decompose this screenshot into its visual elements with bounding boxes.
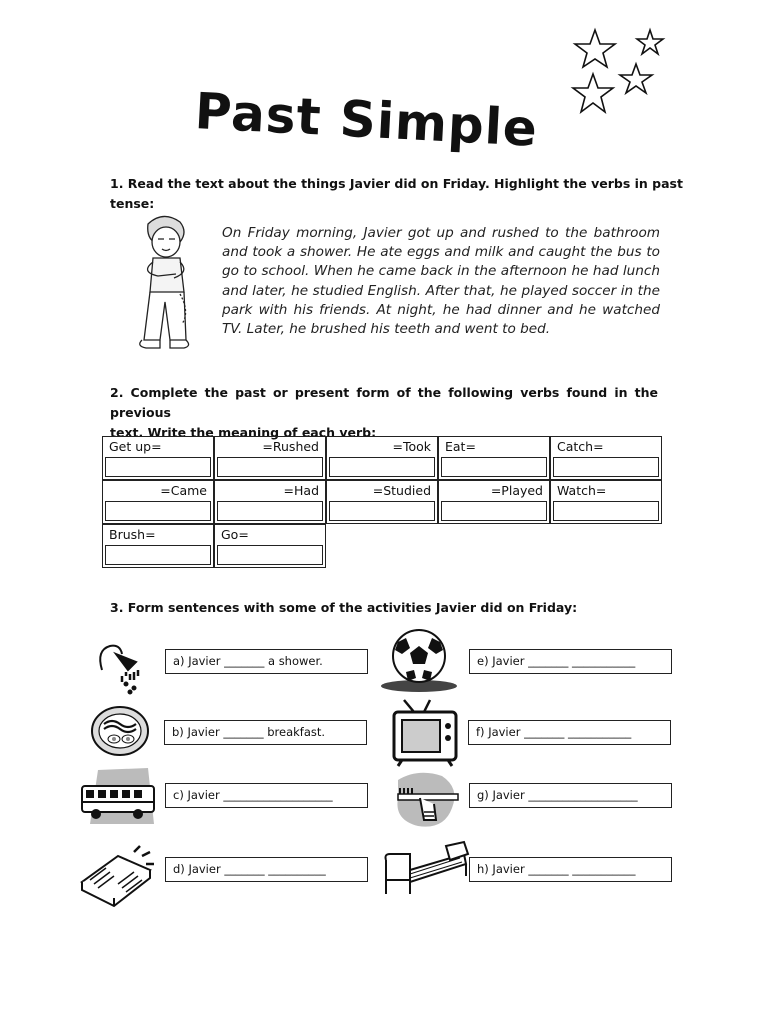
verb-answer-field[interactable] [217, 457, 323, 477]
verb-answer-field[interactable] [217, 501, 323, 521]
sentence-g-box[interactable]: g) Javier ___________________ [469, 783, 672, 808]
verb-answer-field[interactable] [217, 545, 323, 565]
verb-cell-had [214, 480, 326, 524]
verb-answer-field[interactable] [553, 501, 659, 521]
verb-cell-go [214, 524, 326, 568]
verb-cell-studied [326, 480, 438, 524]
verb-answer-field[interactable] [441, 457, 547, 477]
sentence-h-box[interactable]: h) Javier _______ ___________ [469, 857, 672, 882]
verb-answer-field[interactable] [105, 457, 211, 477]
verb-answer-field[interactable] [105, 545, 211, 565]
story-text: On Friday morning, Javier got up and rushed to the bathroom and took a shower. He ate eggs and milk and caught the bus to go to school. When he came back in the afternoon he had lunch and later, he studied English. After that, he played soccer in the park with his friends. At night, he had dinner and he watched TV. Later, he brushed his teeth and went to bed. [222, 225, 660, 338]
sentence-d-box[interactable]: d) Javier _______ __________ [165, 857, 368, 882]
verb-label: =Had [283, 483, 319, 498]
verb-label: =Rushed [262, 439, 319, 454]
soccer-ball-icon [378, 626, 460, 694]
page-title: Past Simple [193, 82, 540, 158]
verb-label: Brush= [109, 527, 156, 542]
verb-answer-field[interactable] [441, 501, 547, 521]
verb-answer-field[interactable] [553, 457, 659, 477]
verb-table [102, 436, 662, 568]
exercise3-heading: 3. Form sentences with some of the activities Javier did on Friday: [110, 600, 578, 615]
school-bus-icon [78, 766, 158, 826]
verb-answer-field[interactable] [105, 501, 211, 521]
open-book-icon [78, 842, 156, 910]
verb-cell-brush [102, 524, 214, 568]
verb-label: Get up= [109, 439, 162, 454]
stars-decoration-icon [560, 22, 680, 132]
verb-cell-watch [550, 480, 662, 524]
exercise1-heading-line2: tense: [110, 196, 155, 211]
television-icon [388, 698, 462, 768]
verb-cell-catch [550, 436, 662, 480]
exercise2-heading-line1: 2. Complete the past or present form of the following verbs found in the previous [110, 385, 658, 420]
toothbrush-icon [388, 768, 462, 834]
verb-cell-rushed [214, 436, 326, 480]
exercise1-heading [110, 174, 683, 214]
exercise2-heading-line2: text. Write the meaning of each verb: [110, 425, 377, 440]
verb-label: =Came [160, 483, 207, 498]
sentence-f-box[interactable]: f) Javier _______ ___________ [468, 720, 671, 745]
verb-label: Watch= [557, 483, 607, 498]
verb-answer-field[interactable] [329, 457, 435, 477]
verb-label: Catch= [557, 439, 604, 454]
bed-icon [380, 840, 472, 896]
verb-cell-took [326, 436, 438, 480]
verb-cell-eat [438, 436, 550, 480]
breakfast-plate-icon [90, 704, 150, 758]
verb-cell-came [102, 480, 214, 524]
verb-label: Eat= [445, 439, 476, 454]
verb-label: =Played [490, 483, 543, 498]
verb-cell-get-up [102, 436, 214, 480]
sentence-c-box[interactable]: c) Javier ___________________ [165, 783, 368, 808]
sentence-b-box[interactable]: b) Javier _______ breakfast. [164, 720, 367, 745]
verb-label: =Studied [372, 483, 431, 498]
cartoon-boy-icon [118, 212, 218, 354]
exercise1-heading-line1: 1. Read the text about the things Javier did on Friday. Highlight the verbs in past [110, 176, 683, 191]
exercise2-heading [110, 383, 658, 443]
shower-icon [92, 640, 150, 696]
sentence-e-box[interactable]: e) Javier _______ ___________ [469, 649, 672, 674]
verb-label: =Took [392, 439, 431, 454]
verb-label: Go= [221, 527, 249, 542]
verb-cell-played [438, 480, 550, 524]
sentence-a-box[interactable]: a) Javier _______ a shower. [165, 649, 368, 674]
verb-answer-field[interactable] [329, 501, 435, 521]
